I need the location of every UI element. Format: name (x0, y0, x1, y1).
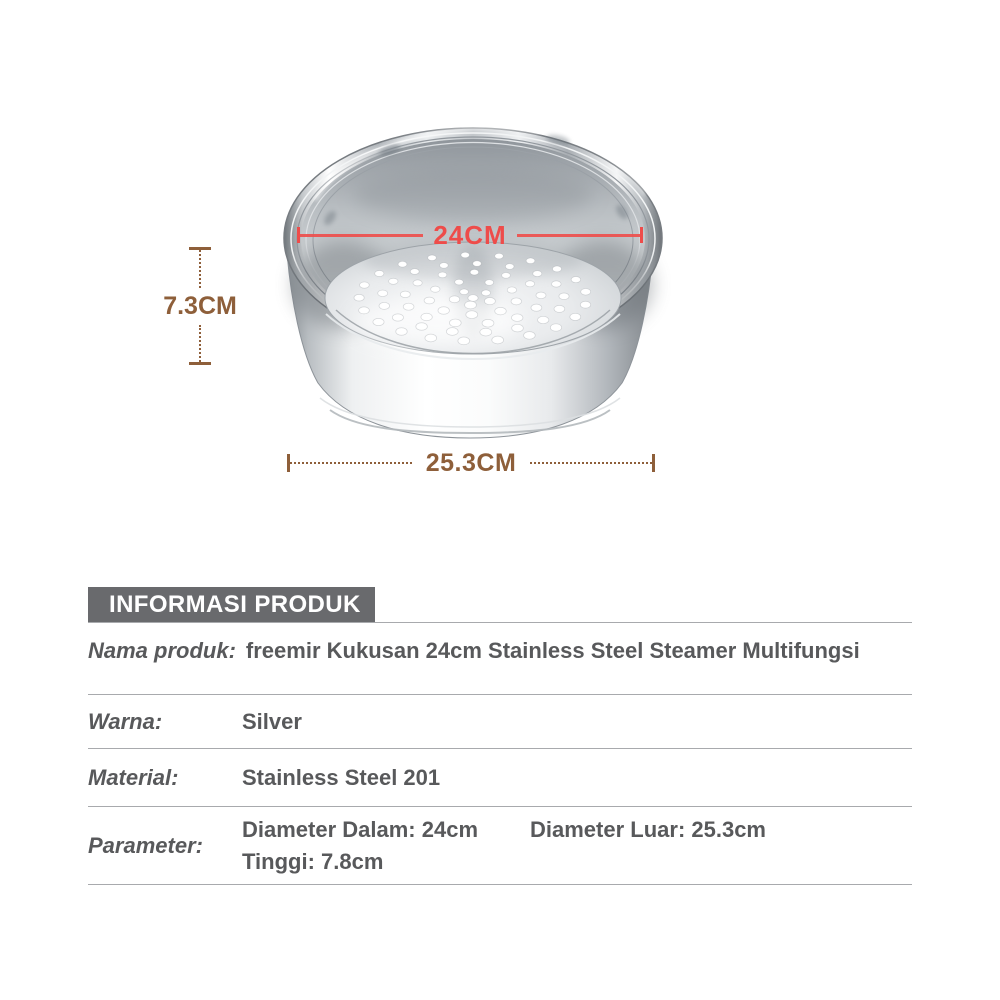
outer-diameter-label: 25.3CM (425, 448, 517, 477)
dimension-tick (189, 362, 211, 365)
dimension-line (199, 250, 201, 288)
dimension-line (517, 234, 640, 237)
section-header (88, 587, 375, 622)
dimension-height (163, 247, 237, 365)
row-value: freemir Kukusan 24cm Stainless Steel Steamer Multifungsi (245, 638, 860, 663)
dimension-line (300, 234, 423, 237)
dimension-tick (652, 454, 655, 472)
inner-diameter-label: 24CM (433, 220, 507, 250)
row-label: Warna: (88, 708, 163, 734)
dimension-line (199, 325, 201, 363)
height-label: 7.3CM (163, 291, 237, 320)
table-row-nama-produk (88, 623, 912, 695)
parameter-outer-diameter: Diameter Luar: 25.3cm (530, 817, 766, 842)
table-row-parameter (88, 807, 912, 885)
info-table (88, 622, 912, 885)
dimension-tick (640, 227, 643, 243)
dimension-line (530, 462, 652, 464)
dimension-line (290, 462, 412, 464)
parameter-inner-diameter: Diameter Dalam: 24cm (242, 817, 479, 842)
section-header-label: INFORMASI PRODUK (109, 590, 361, 618)
steamer-basket-illustration (240, 100, 710, 470)
row-label: Material: (88, 764, 179, 790)
dimension-outer-diameter (287, 450, 655, 476)
dimension-inner-diameter (297, 222, 643, 248)
product-info-section (88, 587, 912, 885)
table-row-material (88, 749, 912, 807)
row-value: Stainless Steel 201 (242, 764, 441, 790)
parameter-height: Tinggi: 7.8cm (242, 848, 384, 874)
row-label: Nama produk: (88, 638, 236, 663)
row-label: Parameter: (88, 832, 203, 858)
parameter-values (242, 816, 766, 875)
table-row-warna (88, 695, 912, 749)
row-value: Silver (242, 708, 302, 734)
